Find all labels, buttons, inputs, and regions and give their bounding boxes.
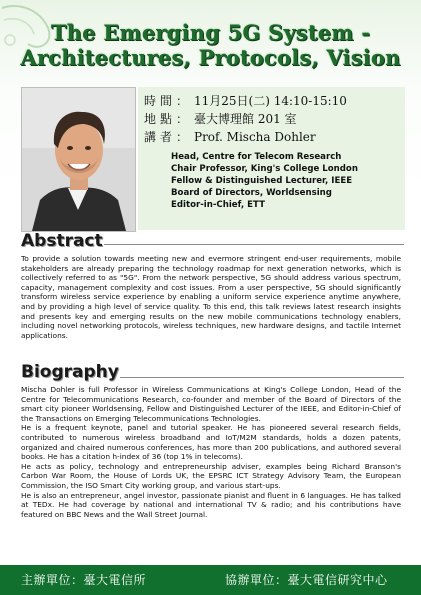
abstract-text xyxy=(21,254,401,340)
biography-paragraph: He acts as policy, technology and entrepreneurship adviser, examples being Richard Branson's Carbon War Room, the House of Lords UK, the EPSRC ICT Strategy Advisory Team, the European Commission, the ISO Smart City working group, and various start-ups. xyxy=(21,461,401,490)
biography-divider xyxy=(120,377,404,378)
place-value: 臺大博理館 201 室 xyxy=(194,112,297,126)
biography-heading: Biography xyxy=(21,362,119,382)
abstract-divider xyxy=(104,244,404,245)
speaker-label: 講者： xyxy=(144,130,193,144)
abstract-paragraph: To provide a solution towards meeting new and evermore stringent end-user requirements, mobile stakeholders are already preparing the technology roadmap for next generation networks, which is collectively referred to as "5G". From the network perspective, 5G should address various spectrum, capacity, management complexity and cost issues. From a user perspective, 5G should significantly transform wireless service experience by enabling a uniform service experience anytime anywhere, and by providing a high level of service quality. To this end, this talk reviews latest research insights and presents key and emerging results on the new mobile communications technology enablers, including novel networking protocols, wireless techniques, new hardware designs, and tactile Internet applications. xyxy=(21,254,401,340)
poster-title-line-1: The Emerging 5G System - xyxy=(50,20,371,45)
affiliation-line: Fellow & Distinguished Lecturer, IEEE xyxy=(171,176,353,186)
affiliation-line: Board of Directors, Worldsensing xyxy=(171,188,332,198)
biography-text xyxy=(21,385,401,519)
biography-paragraph: He is a frequent keynote, panel and tutorial speaker. He has pioneered several research fields, contributed to numerous wireless broadband and IoT/M2M standards, holds a dozen patents, organized and chaired numerous conferences, has more than 200 publications, and authored several books. He has a citation h-index of 36 (top 1% in telecoms). xyxy=(21,423,401,462)
time-label: 時間： xyxy=(144,94,193,108)
organizer-text: 主辦單位：臺大電信所 xyxy=(21,573,147,587)
time-row xyxy=(144,93,347,109)
affiliation-line: Chair Professor, King's College London xyxy=(171,164,358,174)
place-row xyxy=(144,111,297,127)
speaker-photo xyxy=(21,87,136,232)
biography-paragraph: Mischa Dohler is full Professor in Wireless Communications at King's College London, Head of the Centre for Telecommunications Research, co-founder and member of the Board of Directors of the smart city pioneer Worldsensing, Fellow and Distinguished Lecturer of the IEEE, and Editor-in-Chief of the Transactions on Emerging Telecommunications Technologies. xyxy=(21,385,401,423)
co-organizer-text: 協辦單位：臺大電信研究中心 xyxy=(225,573,388,587)
place-label: 地點： xyxy=(144,112,193,126)
speaker-name: Prof. Mischa Dohler xyxy=(194,130,316,144)
time-value: 11月25日(二) 14:10-15:10 xyxy=(194,94,347,108)
abstract-heading: Abstract xyxy=(21,231,103,251)
speaker-row xyxy=(144,129,316,145)
affiliation-line: Editor-in-Chief, ETT xyxy=(171,200,265,210)
affiliation-line: Head, Centre for Telecom Research xyxy=(171,152,342,162)
biography-paragraph: He is also an entrepreneur, angel investor, passionate pianist and fluent in 6 languages. He has talked at TEDx. He had coverage by national and international TV & radio; and his contributions have featured on BBC News and the Wall Street Journal. xyxy=(21,490,401,519)
speaker-portrait-icon xyxy=(22,88,135,231)
poster-title-line-2: Architectures, Protocols, Vision xyxy=(20,45,401,70)
